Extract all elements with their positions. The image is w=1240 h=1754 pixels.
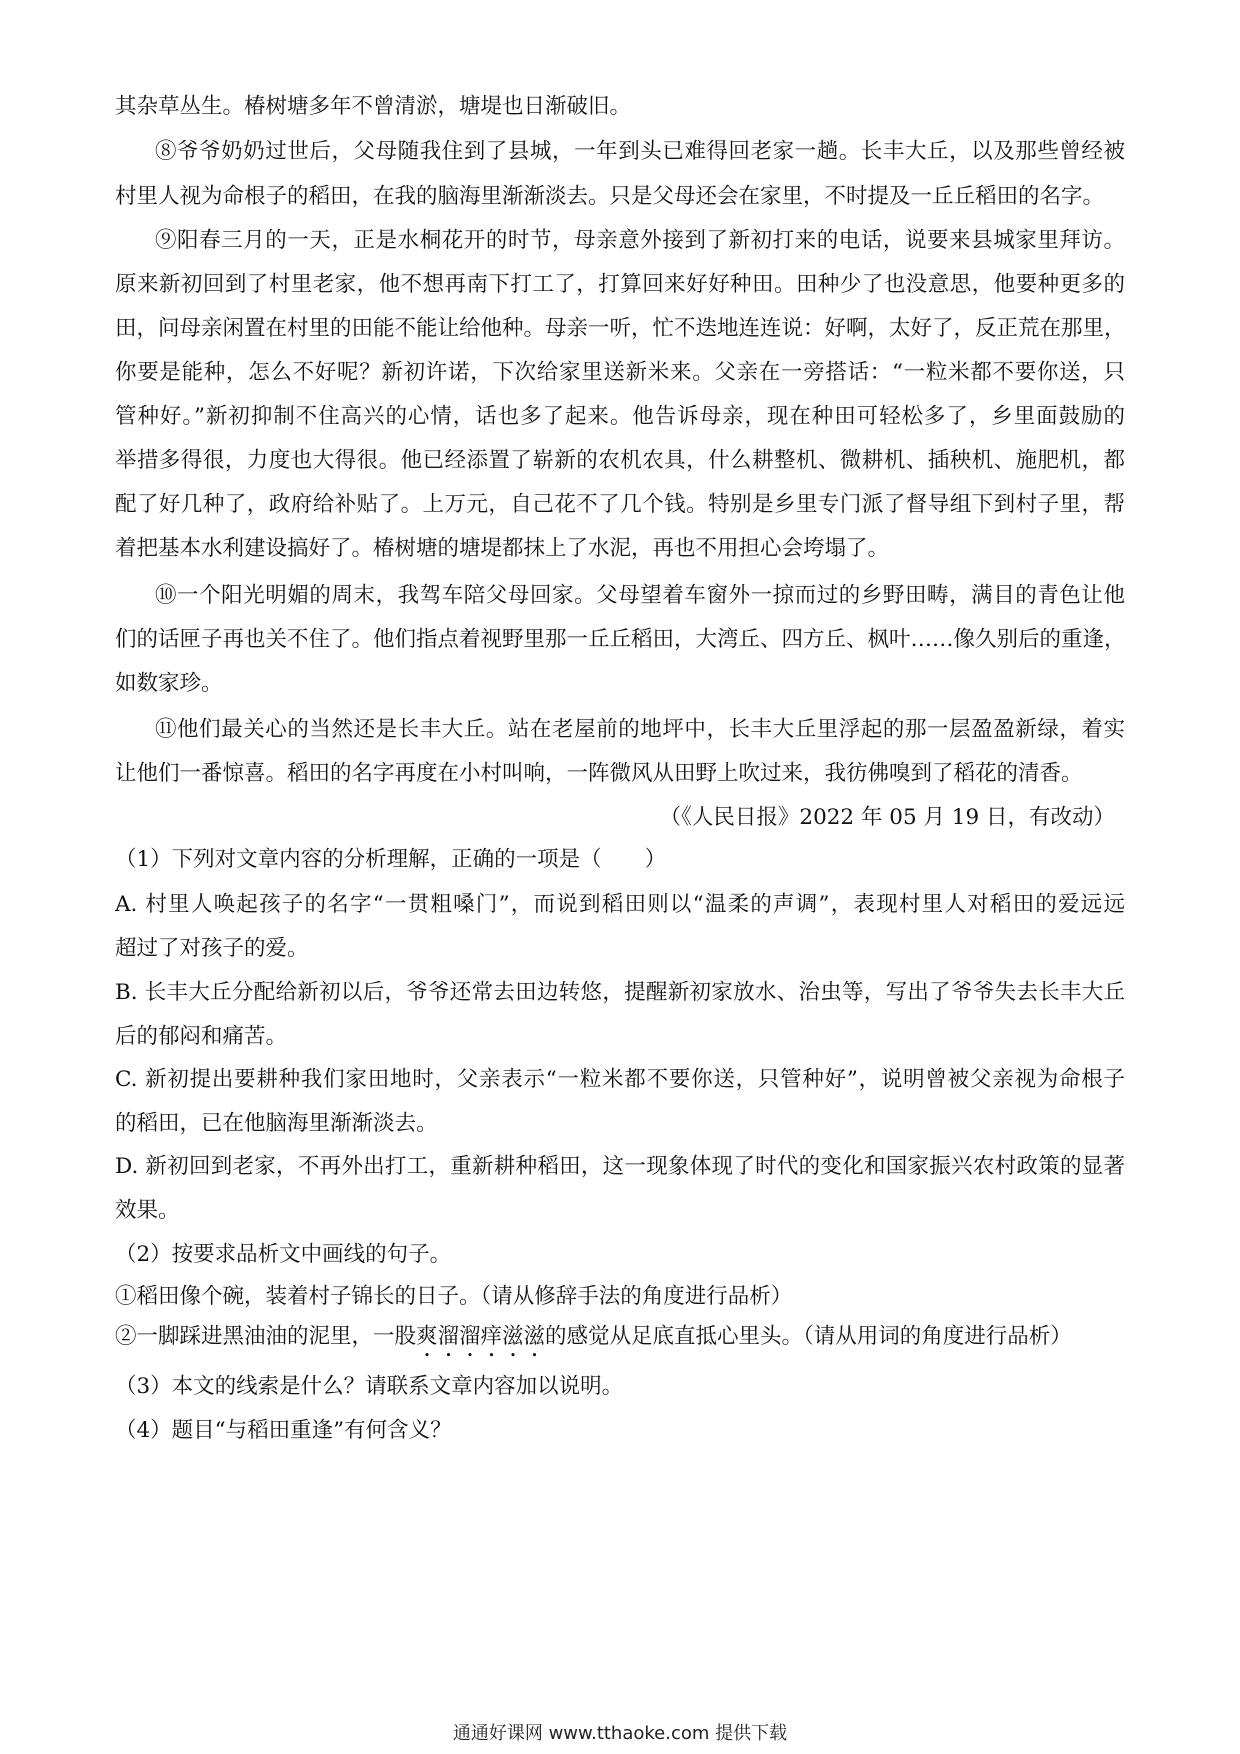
question-1-option-b-line-2: 后的郁闷和痛苦。 — [115, 1024, 288, 1049]
paragraph-9-line-7: 配了好几种了，政府给补贴了。上万元，自己花不了几个钱。特别是乡里专门派了督导组下到村子里，帮 — [115, 492, 1125, 517]
question-2-emphasized-words: 爽溜溜痒滋滋 — [416, 1324, 546, 1349]
paragraph-9-line-2: 原来新初回到了村里老家，他不想再南下打工了，打算回来好好种田。田种少了也没意思，他要种更多的 — [115, 272, 1125, 297]
question-2-item-2-suffix: 的感觉从足底直抵心里头。（请从用词的角度进行品析） — [545, 1324, 1072, 1349]
paragraph-9-line-6: 举措多得很，力度也大得很。他已经添置了崭新的农机农具，什么耕整机、微耕机、插秧机、施肥机，都 — [115, 448, 1125, 473]
paragraph-7-end: 其杂草丛生。椿树塘多年不曾清淤，塘堤也日渐破旧。 — [115, 94, 632, 119]
paragraph-10-line-2: 们的话匣子再也关不住了。他们指点着视野里那一丘丘稻田，大湾丘、四方丘、枫叶……像久别后的重逢， — [115, 627, 1126, 652]
question-1-option-c-line-2: 的稻田，已在他脑海里渐渐淡去。 — [115, 1111, 438, 1136]
paragraph-11-line-1: ⑪他们最关心的当然还是长丰大丘。站在老屋前的地坪中，长丰大丘里浮起的那一层盈盈新绿，着实 — [155, 717, 1125, 742]
paragraph-11-line-2: 让他们一番惊喜。稻田的名字再度在小村叫响，一阵微风从田野上吹过来，我彷佛嗅到了稻花的清香。 — [115, 761, 1083, 786]
page-footer: 通通好课网 www.tthaoke.com 提供下载 — [452, 1723, 788, 1744]
paragraph-9-line-8: 着把基本水利建设搞好了。椿树塘的塘堤都抹上了水泥，再也不用担心会垮塌了。 — [115, 536, 890, 561]
paragraph-9-line-5: 管种好。”新初抑制不住高兴的心情，话也多了起来。他告诉母亲，现在种田可轻松多了，乡里面鼓励的 — [115, 404, 1125, 429]
question-2-stem: （2）按要求品析文中画线的句子。 — [115, 1242, 452, 1267]
question-1-option-a-line-2: 超过了对孩子的爱。 — [115, 936, 309, 961]
question-2-item-1: ①稻田像个碗，装着村子锦长的日子。（请从修辞手法的角度进行品析） — [115, 1284, 793, 1309]
paragraph-10-line-1: ⑩一个阳光明媚的周末，我驾车陪父母回家。父母望着车窗外一掠而过的乡野田畴，满目的青色让他 — [155, 583, 1125, 608]
question-3: （3）本文的线索是什么？请联系文章内容加以说明。 — [115, 1374, 624, 1399]
question-1-option-d-line-1: D. 新初回到老家，不再外出打工，重新耕种稻田，这一现象体现了时代的变化和国家振兴农村政策的显著 — [115, 1154, 1125, 1179]
article-source: （《人民日报》2022 年 05 月 19 日，有改动） — [659, 805, 1115, 830]
paragraph-9-line-3: 田，问母亲闲置在村里的田能不能让给他种。母亲一听，忙不迭地连连说：好啊，太好了，反正荒在那里， — [115, 316, 1126, 341]
question-4: （4）题目“与稻田重逢”有何含义？ — [115, 1418, 452, 1443]
question-2-item-2 — [115, 1322, 1125, 1362]
paragraph-9-line-4: 你要是能种，怎么不好呢？新初许诺，下次给家里送新米来。父亲在一旁搭话：“一粒米都不要你送，只 — [115, 360, 1125, 385]
paragraph-8-line-1: ⑧爷爷奶奶过世后，父母随我住到了县城，一年到头已难得回老家一趟。长丰大丘，以及那些曾经被 — [155, 139, 1125, 164]
question-1-option-a-line-1: A. 村里人唤起孩子的名字“一贯粗嗓门”，而说到稻田则以“温柔的声调”，表现村里人对稻田的爱远远 — [115, 892, 1125, 917]
question-1-stem: （1）下列对文章内容的分析理解，正确的一项是（ ） — [115, 847, 667, 872]
paragraph-8-line-2: 村里人视为命根子的稻田，在我的脑海里渐渐淡去。只是父母还会在家里，不时提及一丘丘稻田的名字。 — [115, 184, 1105, 209]
paragraph-9-line-1: ⑨阳春三月的一天，正是水桐花开的时节，母亲意外接到了新初打来的电话，说要来县城家里拜访。 — [155, 228, 1125, 253]
question-1-option-d-line-2: 效果。 — [115, 1198, 180, 1223]
question-2-item-2-prefix: ②一脚踩进黑油油的泥里，一股 — [115, 1324, 417, 1349]
question-1-option-c-line-1: C. 新初提出要耕种我们家田地时，父亲表示“一粒米都不要你送，只管种好”，说明曾被父亲视为命根子 — [115, 1067, 1125, 1092]
question-1-option-b-line-1: B. 长丰大丘分配给新初以后，爷爷还常去田边转悠，提醒新初家放水、治虫等，写出了爷爷失去长丰大丘 — [115, 980, 1125, 1005]
paragraph-10-line-3: 如数家珍。 — [115, 671, 223, 696]
